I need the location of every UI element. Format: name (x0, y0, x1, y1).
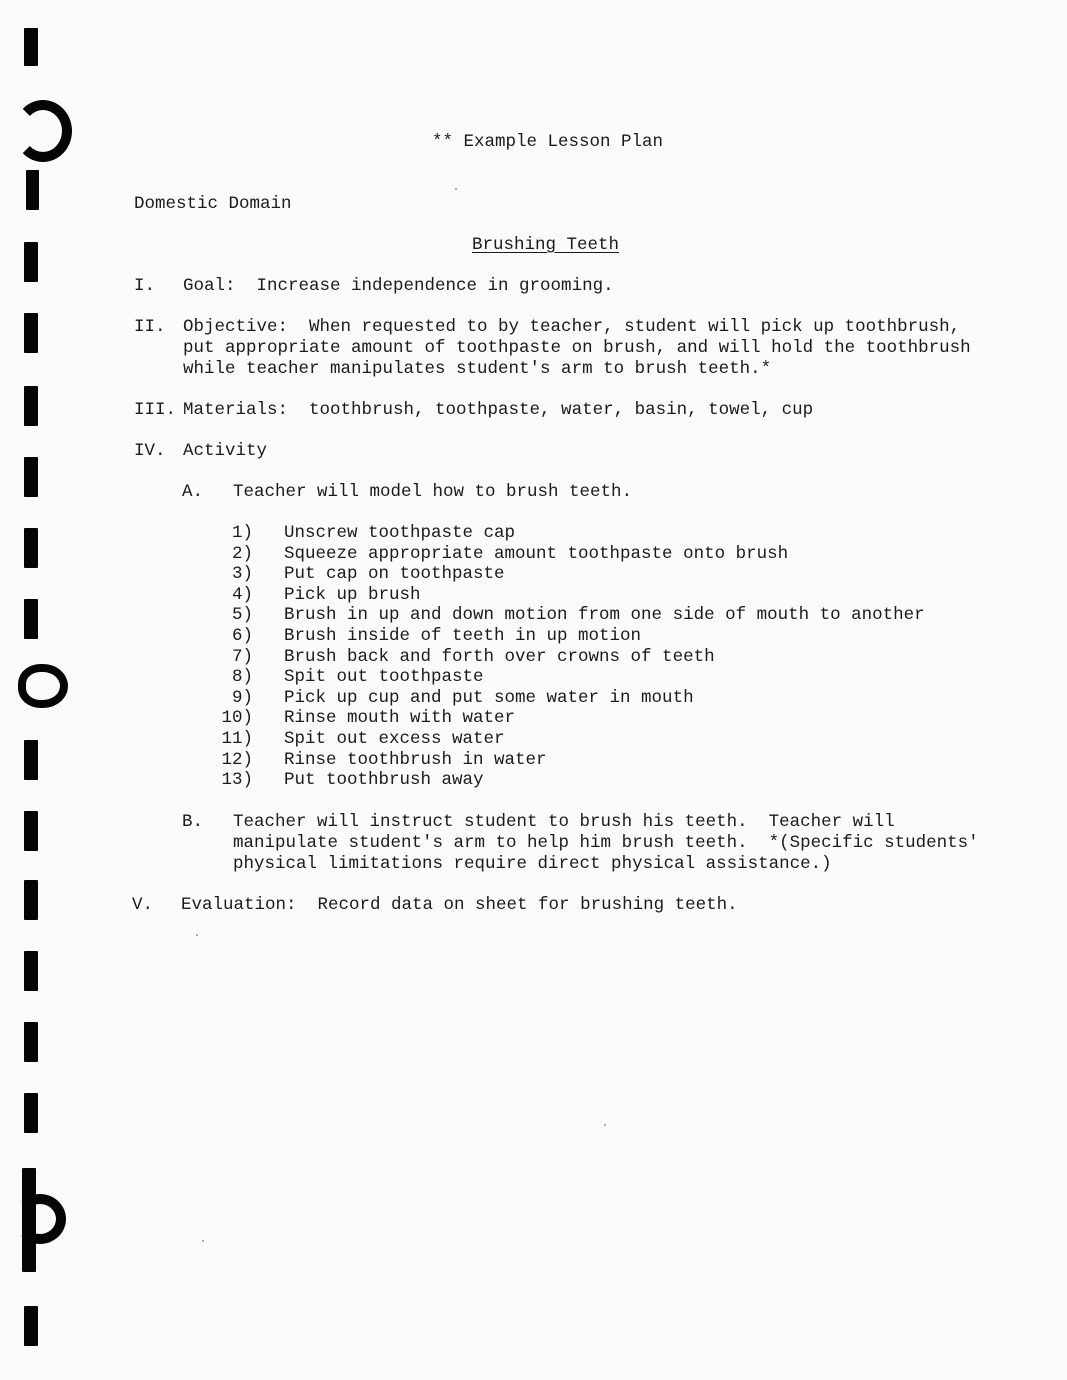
paper-speck (604, 1124, 606, 1126)
subsection-letter: A. (182, 482, 204, 502)
part-a-text: Teacher will model how to brush teeth. (233, 482, 633, 502)
step-number: 11) (221, 729, 253, 749)
step-text: Brush inside of teeth in up motion (284, 626, 642, 646)
hole-mark (24, 457, 38, 497)
part-b-line: physical limitations require direct physical assistance.) (233, 854, 832, 874)
step-text: Spit out excess water (284, 729, 505, 749)
hole-mark (24, 951, 38, 991)
section-number: V. (132, 895, 154, 915)
step-text: Brush back and forth over crowns of teeth (284, 647, 715, 667)
step-number: 4) (231, 585, 253, 605)
step-text: Pick up cup and put some water in mouth (284, 688, 694, 708)
hole-mark (24, 386, 38, 426)
step-number: 12) (221, 750, 253, 770)
objective-line: put appropriate amount of toothpaste on brush, and will hold the toothbrush (183, 338, 971, 358)
domain-label: Domestic Domain (134, 194, 292, 214)
hole-mark (24, 1093, 38, 1133)
part-b-line: Teacher will instruct student to brush his teeth. Teacher will (233, 812, 895, 832)
lesson-topic: Brushing Teeth (472, 235, 620, 255)
hole-mark (24, 740, 38, 780)
hole-mark (26, 170, 39, 210)
hole-mark (24, 599, 38, 639)
binder-ring-mark (14, 100, 72, 162)
evaluation-text: Evaluation: Record data on sheet for brushing teeth. (181, 895, 738, 915)
step-number: 3) (231, 564, 253, 584)
binder-hole-strip (0, 0, 80, 1380)
step-text: Put cap on toothpaste (284, 564, 505, 584)
hole-mark (24, 528, 38, 568)
step-text: Pick up brush (284, 585, 421, 605)
hole-mark (24, 28, 38, 66)
hole-mark (24, 1022, 38, 1062)
step-number: 6) (231, 626, 253, 646)
subsection-letter: B. (182, 812, 204, 832)
step-text: Unscrew toothpaste cap (284, 523, 516, 543)
page-title: ** Example Lesson Plan (432, 132, 664, 152)
section-number: I. (134, 276, 156, 296)
step-text: Rinse toothbrush in water (284, 750, 547, 770)
step-number: 13) (221, 770, 253, 790)
section-number: II. (134, 317, 166, 337)
step-number: 2) (231, 544, 253, 564)
hole-mark (24, 1306, 38, 1346)
step-text: Spit out toothpaste (284, 667, 484, 687)
step-text: Put toothbrush away (284, 770, 484, 790)
step-number: 5) (231, 605, 253, 625)
step-number: 1) (231, 523, 253, 543)
binder-ring-mark (14, 1194, 66, 1244)
part-b-line: manipulate student's arm to help him brush teeth. *(Specific students' (233, 833, 979, 853)
objective-line: while teacher manipulates student's arm to brush teeth.* (183, 359, 772, 379)
step-text: Squeeze appropriate amount toothpaste onto brush (284, 544, 789, 564)
section-number: III. (134, 400, 177, 420)
step-number: 8) (231, 667, 253, 687)
activity-label: Activity (183, 441, 268, 461)
paper-speck (202, 1240, 204, 1242)
step-number: 7) (231, 647, 253, 667)
section-number: IV. (134, 441, 166, 461)
objective-line: Objective: When requested to by teacher, student will pick up toothbrush, (183, 317, 961, 337)
hole-mark (24, 242, 38, 282)
step-text: Brush in up and down motion from one side of mouth to another (284, 605, 925, 625)
step-number: 10) (221, 708, 253, 728)
paper-speck (455, 188, 457, 190)
step-text: Rinse mouth with water (284, 708, 516, 728)
hole-mark (24, 811, 38, 851)
hole-mark (24, 880, 38, 920)
step-number: 9) (231, 688, 253, 708)
materials-text: Materials: toothbrush, toothpaste, water, basin, towel, cup (183, 400, 814, 420)
hole-mark (24, 313, 38, 353)
paper-speck (196, 934, 198, 936)
binder-ring-mark (18, 664, 68, 708)
goal-text: Goal: Increase independence in grooming. (183, 276, 614, 296)
